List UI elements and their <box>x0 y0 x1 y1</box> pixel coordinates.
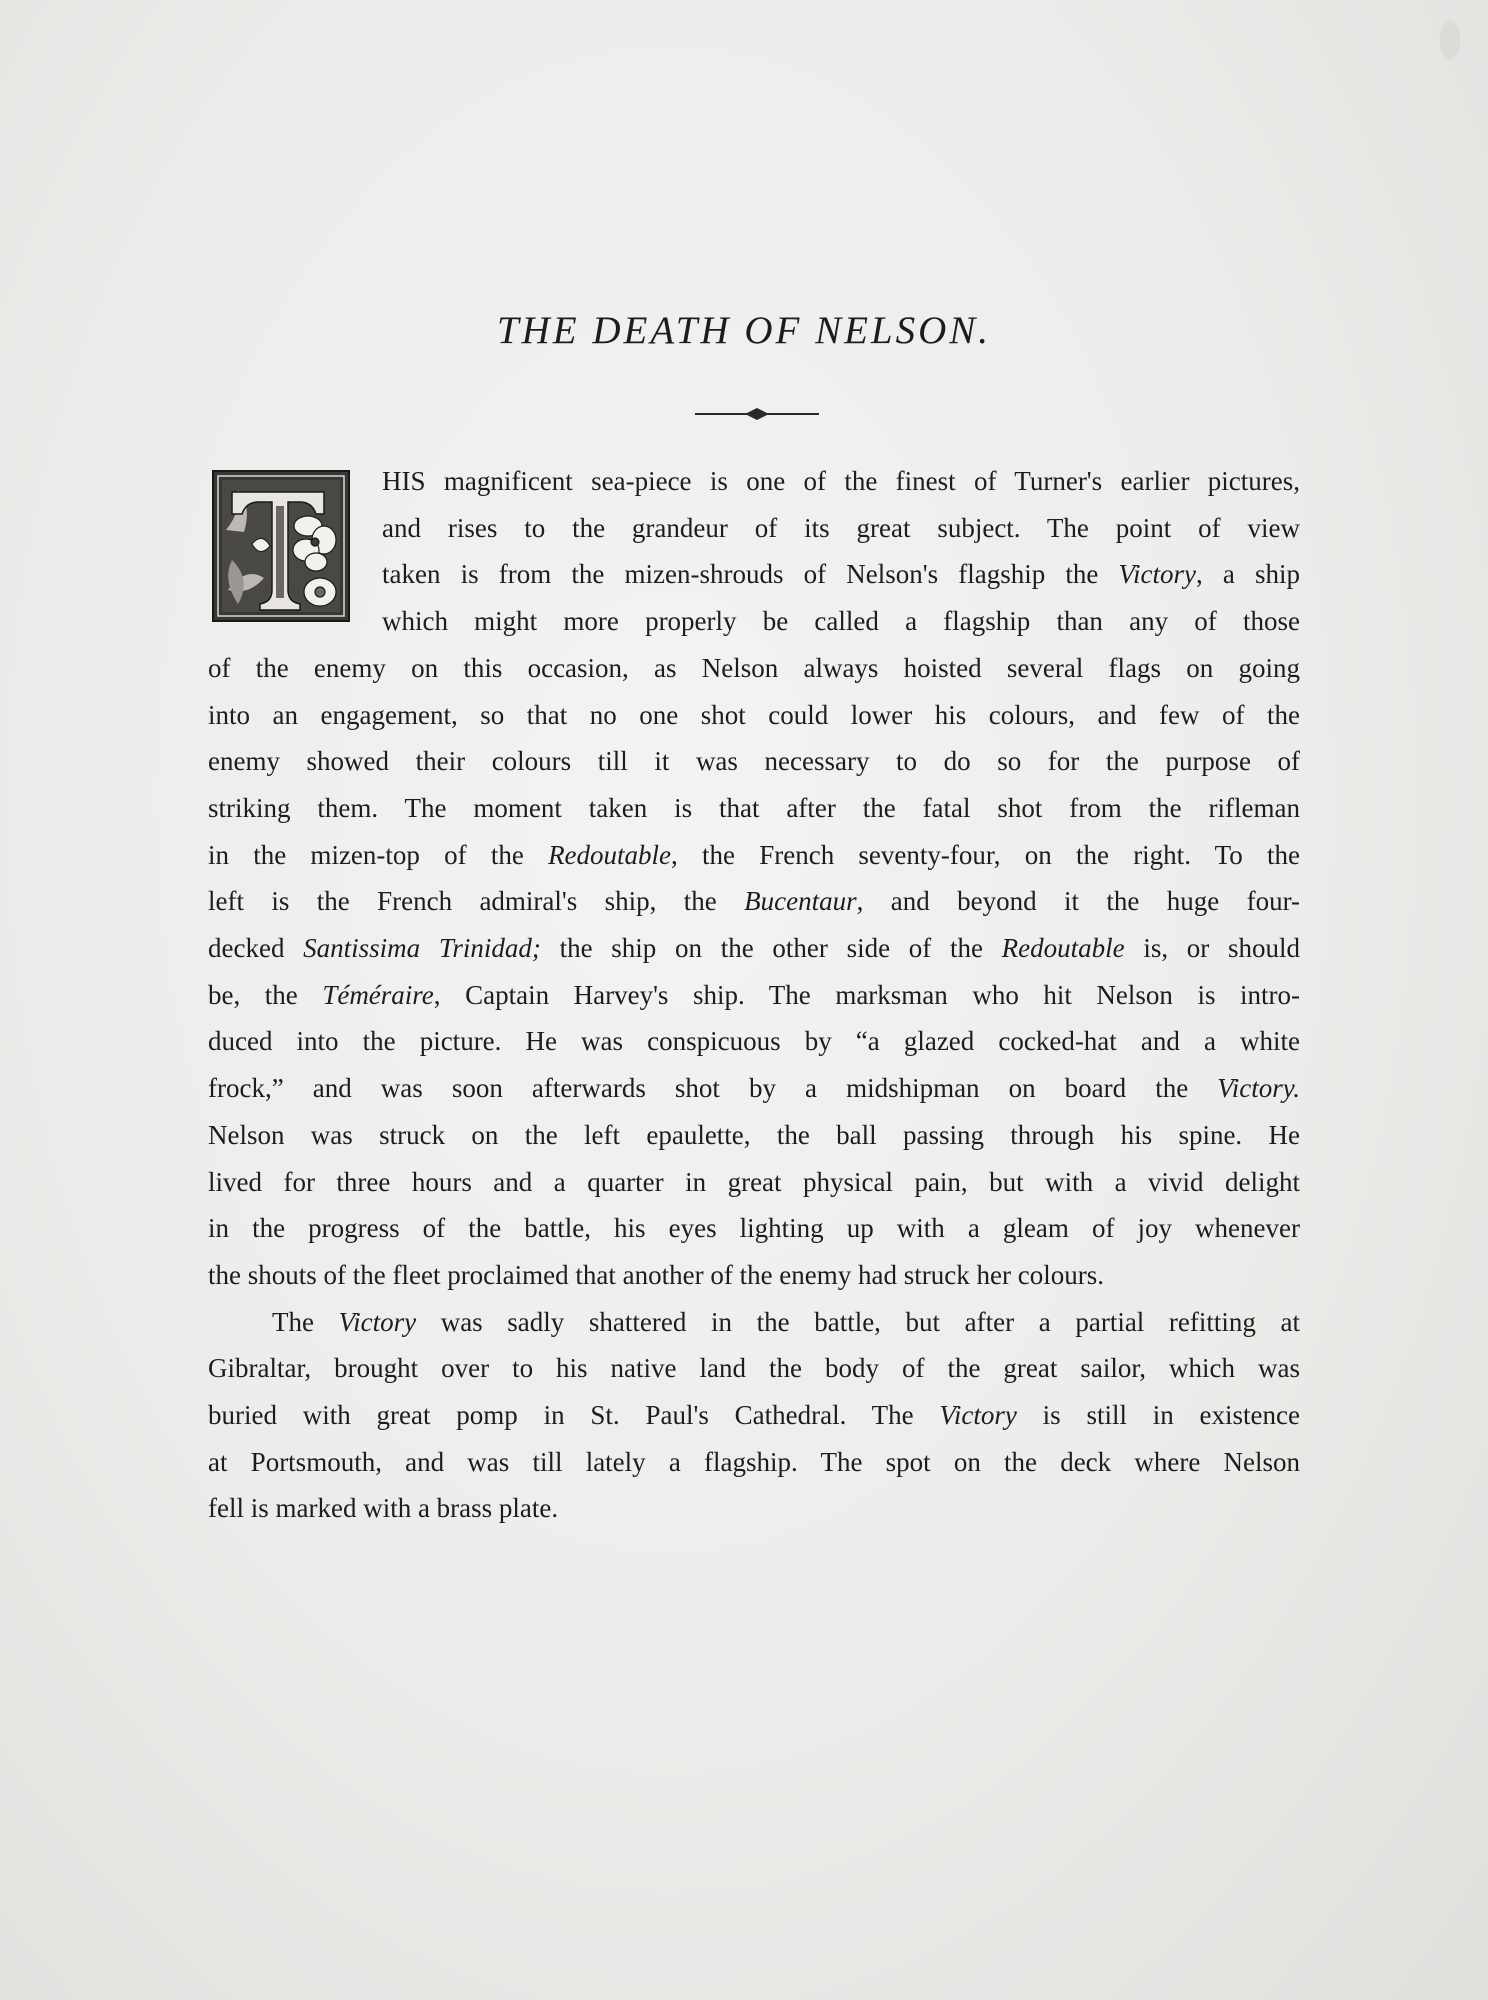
text-line: which might more properly be called a flagship than any of those <box>382 606 1300 637</box>
text-run: is still in existence <box>1016 1400 1300 1431</box>
ship-name: Bucentaur <box>744 886 857 917</box>
ship-name: Redoutable <box>548 839 672 870</box>
text-run: buried with great pomp in St. Paul's Cathedral. The <box>208 1400 940 1431</box>
text-run: , and beyond it the huge four- <box>856 886 1301 917</box>
text-line: duced into the picture. He was conspicuous by “a glazed cocked-hat and a white <box>208 1026 1300 1057</box>
text-run: in the mizen-top of the <box>208 839 549 870</box>
text-run: , Captain Harvey's ship. The marksman who hit Nelson is intro- <box>433 979 1300 1010</box>
text-run: , the French seventy-four, on the right. To the <box>671 839 1300 870</box>
ship-name: Santissima Trinidad; <box>303 933 541 964</box>
text-line: and rises to the grandeur of its great subject. The point of view <box>382 512 1300 543</box>
text-run: was sadly shattered in the battle, but after a partial refitting at <box>416 1306 1300 1337</box>
text-line: at Portsmouth, and was till lately a flagship. The spot on the deck where Nelson <box>208 1446 1300 1477</box>
text-run: taken is from the mizen-shrouds of Nelson's flagship the <box>382 559 1119 590</box>
paragraph-2 <box>208 1299 1300 1533</box>
ship-name: Redoutable <box>1001 933 1125 964</box>
text-run: The <box>272 1306 339 1337</box>
text-line: striking them. The moment taken is that after the fatal shot from the rifleman <box>208 792 1300 823</box>
text-line <box>208 925 1300 972</box>
text-line: of the enemy on this occasion, as Nelson always hoisted several flags on going <box>208 652 1300 683</box>
text-line: fell is marked with a brass plate. <box>208 1493 559 1524</box>
text-line <box>208 832 1300 879</box>
text-line: Gibraltar, brought over to his native land the body of the great sailor, which was <box>208 1353 1300 1384</box>
text-line <box>208 972 1300 1019</box>
paragraph-1 <box>208 458 1300 1299</box>
paper-mark <box>1440 20 1460 60</box>
divider-ornament-icon <box>695 404 819 424</box>
ship-name: Téméraire <box>322 979 434 1010</box>
text-line <box>208 1065 1300 1112</box>
text-run: the ship on the other side of the <box>540 933 1002 964</box>
text-line: Nelson was struck on the left epaulette, the ball passing through his spine. He <box>208 1119 1300 1150</box>
text-run: , a ship <box>1195 559 1300 590</box>
text-line: into an engagement, so that no one shot could lower his colours, and few of the <box>208 699 1300 730</box>
text-run: left is the French admiral's ship, the <box>208 886 745 917</box>
ship-name: Victory <box>1118 559 1196 590</box>
text-run: frock,” and was soon afterwards shot by a midshipman on board the <box>208 1073 1218 1104</box>
ship-name: Victory <box>939 1400 1017 1431</box>
text-line <box>208 878 1300 925</box>
text-line: enemy showed their colours till it was necessary to do so for the purpose of <box>208 746 1300 777</box>
text-run: decked <box>208 933 304 964</box>
body-text <box>208 458 1300 1532</box>
page-title: THE DEATH OF NELSON. <box>496 309 992 352</box>
text-line: the shouts of the fleet proclaimed that another of the enemy had struck her colours. <box>208 1259 1104 1290</box>
text-run: is, or should <box>1124 933 1300 964</box>
text-line: HIS magnificent sea-piece is one of the finest of Turner's earlier pictures, <box>382 466 1300 496</box>
text-line: in the progress of the battle, his eyes lighting up with a gleam of joy whenever <box>208 1213 1300 1244</box>
text-line: lived for three hours and a quarter in great physical pain, but with a vivid delight <box>208 1166 1300 1197</box>
ship-name: Victory <box>338 1306 417 1337</box>
text-line <box>208 1299 1300 1346</box>
ship-name: Victory. <box>1217 1073 1300 1104</box>
text-run: be, the <box>208 979 323 1010</box>
text-line <box>208 1392 1300 1439</box>
text-line <box>382 551 1300 598</box>
